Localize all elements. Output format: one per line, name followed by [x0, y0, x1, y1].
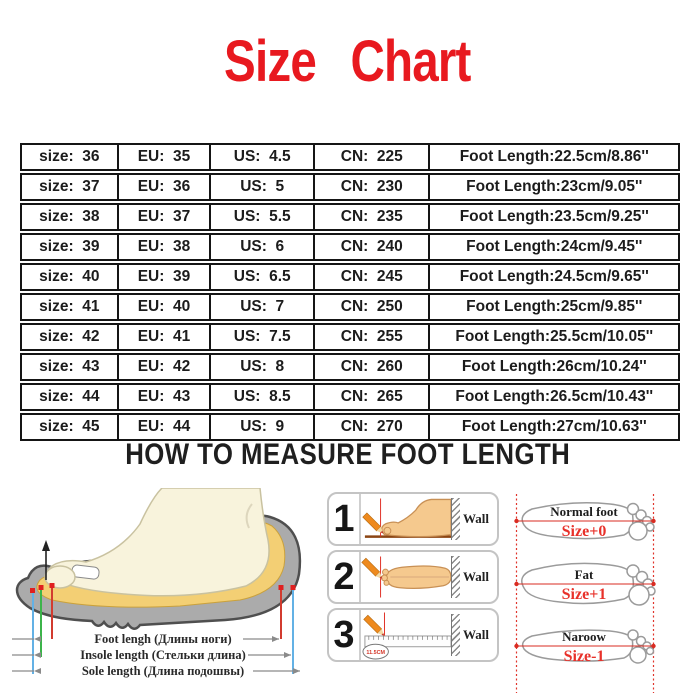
- cell-size: size: 38: [39, 208, 100, 225]
- cell-size: size: 40: [39, 268, 100, 285]
- cell-foot-length: Foot Length:23.5cm/9.25'': [428, 205, 678, 229]
- pencil-icon: [363, 513, 386, 536]
- insole-length-label: Insole length (Стельки длина): [80, 648, 246, 662]
- cell-us: US: 5: [209, 175, 313, 199]
- measure-steps: [327, 492, 499, 666]
- foot-length-label: Foot lengh (Длины ноги): [94, 632, 232, 646]
- step-number: 1: [329, 494, 361, 544]
- cell-eu: EU: 40: [117, 295, 210, 319]
- cell-cn: CN: 235: [313, 205, 428, 229]
- cell-size: size: 43: [39, 358, 100, 375]
- table-row: [20, 353, 680, 381]
- cell-size: size: 36: [39, 148, 100, 165]
- table-row: [20, 413, 680, 441]
- foot-type-name: Fat: [574, 567, 594, 582]
- wall-hatch: [451, 498, 460, 540]
- foot-type-size: Size+1: [561, 586, 607, 603]
- cell-cn: CN: 260: [313, 355, 428, 379]
- wall-label: Wall: [463, 511, 490, 526]
- measure-illustrations: [0, 488, 695, 699]
- cell-eu: EU: 44: [117, 415, 210, 439]
- foot-type-name: Naroow: [562, 629, 606, 644]
- table-row: [20, 173, 680, 201]
- cell-size: size: 37: [39, 178, 100, 195]
- foot-type-fat: [514, 563, 655, 605]
- foot-shape: [49, 488, 269, 596]
- cell-size: size: 39: [39, 238, 100, 255]
- wall-label: Wall: [463, 627, 490, 642]
- cell-cn: CN: 250: [313, 295, 428, 319]
- cell-us: US: 8: [209, 355, 313, 379]
- cell-size: size: 41: [39, 298, 100, 315]
- step-panel-3: [327, 608, 499, 662]
- cell-eu: EU: 43: [117, 385, 210, 409]
- table-row: [20, 263, 680, 291]
- cell-us: US: 7: [209, 295, 313, 319]
- step-number: 3: [329, 610, 361, 660]
- table-row: [20, 203, 680, 231]
- page-title: Size Chart: [224, 29, 471, 94]
- cell-us: US: 9: [209, 415, 313, 439]
- shoe-length-diagram: [0, 488, 322, 699]
- table-row: [20, 233, 680, 261]
- cell-us: US: 6: [209, 235, 313, 259]
- table-row: [20, 143, 680, 171]
- table-row: [20, 383, 680, 411]
- cell-foot-length: Foot Length:27cm/10.63'': [428, 415, 678, 439]
- wall-label: Wall: [463, 569, 490, 584]
- cell-size: size: 42: [39, 328, 100, 345]
- pencil-icon: [364, 615, 387, 638]
- cell-foot-length: Foot Length:24.5cm/9.65'': [428, 265, 678, 289]
- cell-eu: EU: 42: [117, 355, 210, 379]
- step3-illustration: [361, 610, 451, 660]
- sole-length-label: Sole length (Длина подошвы): [81, 664, 245, 678]
- cell-foot-length: Foot Length:25cm/9.85'': [428, 295, 678, 319]
- foot-type-size: Size+0: [561, 523, 607, 540]
- step2-illustration: [361, 552, 451, 602]
- measure-heading-bar: [0, 438, 695, 472]
- title-bar: [0, 30, 695, 95]
- cell-size: size: 44: [39, 388, 100, 405]
- cell-cn: CN: 255: [313, 325, 428, 349]
- foot-type-chart: [512, 488, 695, 699]
- wall-hatch: [451, 614, 460, 656]
- cell-foot-length: Foot Length:23cm/9.05'': [428, 175, 678, 199]
- cell-cn: CN: 240: [313, 235, 428, 259]
- cell-size: size: 45: [39, 418, 100, 435]
- step-number: 2: [329, 552, 361, 602]
- wall-hatch: [451, 556, 460, 598]
- table-row: [20, 293, 680, 321]
- cell-foot-length: Foot Length:26.5cm/10.43'': [428, 385, 678, 409]
- foot-type-name: Normal foot: [550, 504, 618, 519]
- foot-type-size: Size-1: [563, 648, 605, 665]
- cell-eu: EU: 41: [117, 325, 210, 349]
- cell-eu: EU: 39: [117, 265, 210, 289]
- cell-eu: EU: 35: [117, 145, 210, 169]
- cell-eu: EU: 38: [117, 235, 210, 259]
- cell-foot-length: Foot Length:22.5cm/8.86'': [428, 145, 678, 169]
- step-panel-2: [327, 550, 499, 604]
- cell-foot-length: Foot Length:24cm/9.45'': [428, 235, 678, 259]
- cell-cn: CN: 270: [313, 415, 428, 439]
- table-row: [20, 323, 680, 351]
- cell-us: US: 4.5: [209, 145, 313, 169]
- ruler-value: 11.5CM: [366, 650, 385, 657]
- cell-foot-length: Foot Length:25.5cm/10.05'': [428, 325, 678, 349]
- cell-us: US: 7.5: [209, 325, 313, 349]
- step-panel-1: [327, 492, 499, 546]
- foot-type-normal: [514, 503, 655, 540]
- cell-cn: CN: 265: [313, 385, 428, 409]
- measure-heading: HOW TO MEASURE FOOT LENGTH: [125, 438, 570, 471]
- cell-cn: CN: 225: [313, 145, 428, 169]
- cell-eu: EU: 37: [117, 205, 210, 229]
- step1-illustration: [361, 494, 451, 544]
- cell-us: US: 6.5: [209, 265, 313, 289]
- cell-eu: EU: 36: [117, 175, 210, 199]
- cell-us: US: 5.5: [209, 205, 313, 229]
- cell-cn: CN: 230: [313, 175, 428, 199]
- cell-us: US: 8.5: [209, 385, 313, 409]
- cell-foot-length: Foot Length:26cm/10.24'': [428, 355, 678, 379]
- pencil-icon: [362, 558, 385, 581]
- cell-cn: CN: 245: [313, 265, 428, 289]
- size-chart-table: [20, 143, 680, 443]
- foot-type-narrow: [514, 629, 655, 665]
